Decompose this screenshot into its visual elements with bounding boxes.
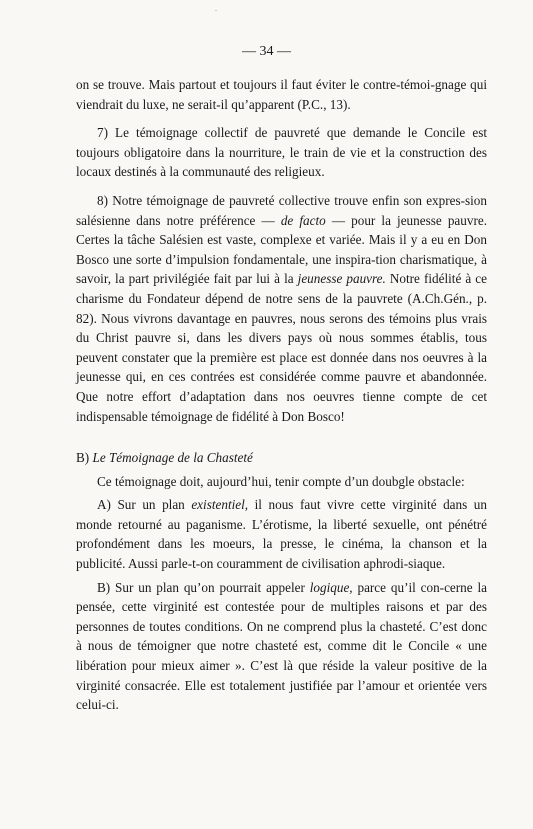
paragraph-8-italic-jeunesse: jeunesse pauvre. <box>297 271 386 287</box>
paragraph-7-collective-witness: 7) Le témoignage collectif de pauvreté que demande le Concile est toujours obligatoire dans la nourriture, le train de vie et la construction des locaux destinés à la communauté des religieux. <box>76 125 487 180</box>
section-heading-letter: B) <box>76 450 90 466</box>
body-text <box>76 75 487 715</box>
paragraph-8-text-b: — pour la jeunesse pauvre. Certes la tâche Salésien est vaste, complexe et variée. Mais il y a eu en Don Bosco une sorte d’impulsion fondamentale, une inspira-tion charismatique, à savoir, la part privilégiée fait par lui à la <box>76 212 487 287</box>
paragraph-b-text-b: parce qu’il con-cerne la pensée, cette virginité est contestée pour de multiples raisons et par des personnes de toutes conditions. On ne comprend plus la chasteté. C’est donc à nous de témoigner que notre chasteté est, comme dit le Concile « une libération pour mieux aimer ». C’est là que réside la valeur positive de la virginité consacrée. Elle est totalement justifiée par l’amour et orientée vers celui-ci. <box>76 579 487 713</box>
paragraph-8-salesian-preference <box>76 191 487 426</box>
paragraph-8-text-a: 8) Notre témoignage de pauvreté collective trouve enfin son expres-sion salésienne dans notre préférence — <box>76 192 487 228</box>
paragraph-a-existential <box>76 495 487 573</box>
paragraph-b-text-a: B) Sur un plan qu’on pourrait appeler <box>97 579 310 595</box>
paragraph-1: on se trouve. Mais partout et toujours il faut éviter le contre-témoi-gnage qui viendrait du luxe, ne serait-il qu’apparent (P.C., 13). <box>76 77 487 112</box>
paragraph-8-text-c: Notre fidélité à ce charisme du Fondateur dépend de notre sens de la pauvrete (A.Ch.Gén., p. 82). Nous vivrons davantage en pauvres, nous serons des témoins plus vrais du Christ pauvre si, dans les divers pays où nous sommes établis, tous peuvent constater que la première est place est donnée dans nos oeuvres à la jeunesse qui, en ces contrées est considérée comme pauvre et abandonnée. Que notre effort d’adaptation dans nos oeuvres tienne compte de cet indispensable témoignage de fidélité à Don Bosco! <box>76 271 488 424</box>
paragraph-8-italic-de-facto: de facto <box>280 212 326 228</box>
paragraph-a-text-b: il nous faut vivre cette virginité dans un monde retourné au paganisme. L’érotisme, la liberté sexuelle, ont pénétré profondément dans les moeurs, la presse, le cinéma, la chanson et la publicité. Aussi parle-t-on couramment de civilisation aphrodi-siaque. <box>76 497 487 572</box>
section-heading-title: Le Témoignage de la Chasteté <box>89 450 253 466</box>
paragraph-b-italic: logique, <box>309 579 353 595</box>
paragraph-a-text-a: A) Sur un plan <box>97 497 192 513</box>
section-heading <box>76 448 487 468</box>
paragraph-obstacle-intro: Ce témoignage doit, aujourd’hui, tenir compte d’un doubgle obstacle: <box>97 473 465 489</box>
paragraph-b-logical <box>76 578 487 715</box>
page-number: — 34 — <box>242 44 291 59</box>
paragraph-a-italic: existentiel, <box>191 497 249 513</box>
scan-speck <box>215 10 217 11</box>
